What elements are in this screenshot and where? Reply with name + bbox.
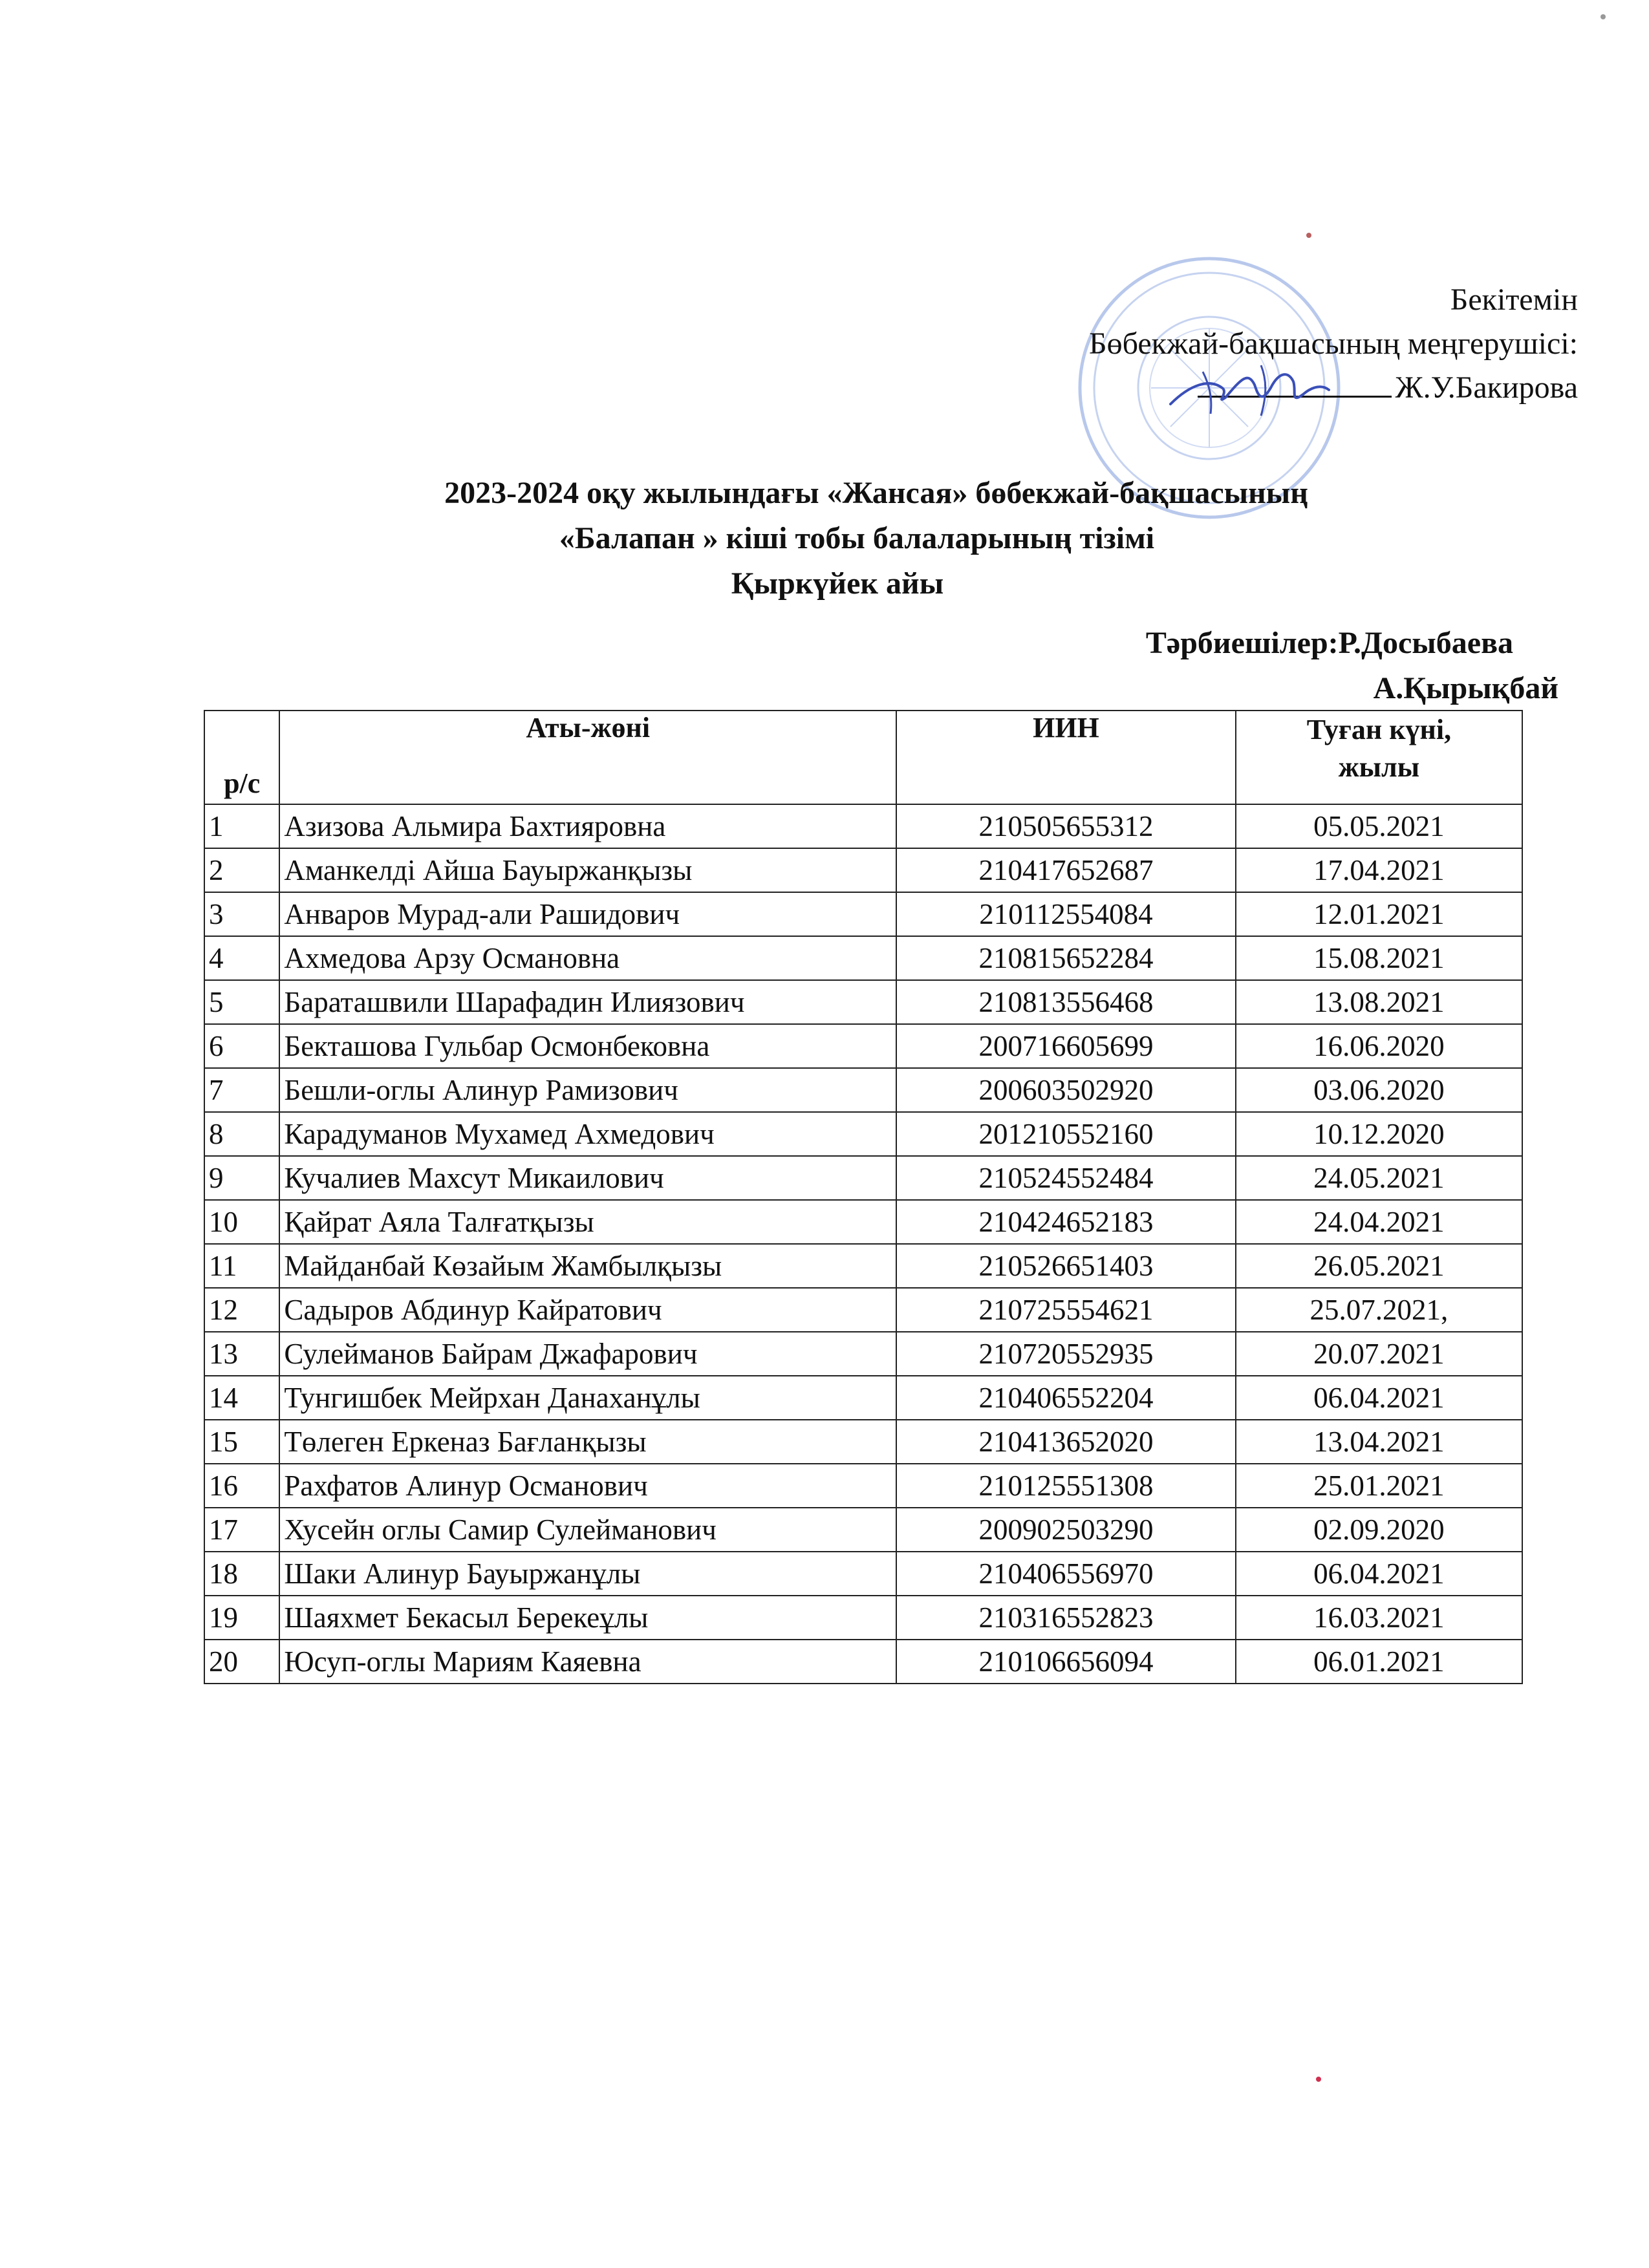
table-row <box>204 1024 1522 1068</box>
row-number: 5 <box>204 980 279 1024</box>
child-birthdate: 17.04.2021 <box>1236 848 1522 892</box>
child-birthdate: 13.08.2021 <box>1236 980 1522 1024</box>
row-number: 18 <box>204 1552 279 1596</box>
child-birthdate: 12.01.2021 <box>1236 892 1522 936</box>
column-header-birthdate <box>1236 711 1522 804</box>
child-name: Аманкелді Айша Бауыржанқызы <box>279 848 896 892</box>
child-iin: 210526651403 <box>896 1244 1236 1288</box>
child-birthdate: 16.03.2021 <box>1236 1596 1522 1640</box>
child-name: Сулейманов Байрам Джафарович <box>279 1332 896 1376</box>
child-name: Карадуманов Мухамед Ахмедович <box>279 1112 896 1156</box>
document-title-month: Қыркүйек айы <box>731 566 944 601</box>
child-name: Бекташова Гульбар Осмонбековна <box>279 1024 896 1068</box>
teachers-block <box>1145 621 1558 711</box>
table-row <box>204 1464 1522 1508</box>
child-iin: 200603502920 <box>896 1068 1236 1112</box>
column-header-number: р/с <box>204 711 279 804</box>
row-number: 3 <box>204 892 279 936</box>
child-birthdate: 24.05.2021 <box>1236 1156 1522 1200</box>
table-row <box>204 1508 1522 1552</box>
child-birthdate: 06.04.2021 <box>1236 1552 1522 1596</box>
child-name: Бешли-оглы Алинур Рамизович <box>279 1068 896 1112</box>
handwritten-signature-image <box>1164 359 1332 417</box>
child-name: Майданбай Көзайым Жамбылқызы <box>279 1244 896 1288</box>
row-number: 6 <box>204 1024 279 1068</box>
table-row <box>204 1332 1522 1376</box>
child-iin: 210720552935 <box>896 1332 1236 1376</box>
table-row <box>204 892 1522 936</box>
row-number: 16 <box>204 1464 279 1508</box>
child-iin: 210112554084 <box>896 892 1236 936</box>
row-number: 13 <box>204 1332 279 1376</box>
row-number: 2 <box>204 848 279 892</box>
child-name: Қайрат Аяла Талғатқызы <box>279 1200 896 1244</box>
child-name: Кучалиев Махсут Микаилович <box>279 1156 896 1200</box>
table-row <box>204 1288 1522 1332</box>
child-birthdate: 25.01.2021 <box>1236 1464 1522 1508</box>
row-number: 7 <box>204 1068 279 1112</box>
table-header-row <box>204 711 1522 804</box>
child-iin: 210813556468 <box>896 980 1236 1024</box>
approval-signature-line <box>1089 366 1578 410</box>
table-row <box>204 936 1522 980</box>
child-name: Шаки Алинур Бауыржанұлы <box>279 1552 896 1596</box>
table-row <box>204 1420 1522 1464</box>
child-name: Тунгишбек Мейрхан Данаханұлы <box>279 1376 896 1420</box>
column-header-iin: ИИН <box>896 711 1236 804</box>
approval-block <box>1089 278 1578 410</box>
row-number: 19 <box>204 1596 279 1640</box>
approval-signer: Ж.У.Бакирова <box>1395 370 1578 405</box>
row-number: 8 <box>204 1112 279 1156</box>
child-birthdate: 25.07.2021, <box>1236 1288 1522 1332</box>
row-number: 1 <box>204 804 279 848</box>
approval-position: Бөбекжай-бақшасының меңгерушісі: <box>1089 326 1578 361</box>
child-birthdate: 20.07.2021 <box>1236 1332 1522 1376</box>
table-row <box>204 1376 1522 1420</box>
child-iin: 201210552160 <box>896 1112 1236 1156</box>
child-name: Бараташвили Шарафадин Илиязович <box>279 980 896 1024</box>
child-birthdate: 15.08.2021 <box>1236 936 1522 980</box>
document-title-line-1: 2023-2024 оқу жылындағы «Жансая» бөбекжай-бақшасының <box>444 476 1308 510</box>
row-number: 4 <box>204 936 279 980</box>
child-iin: 210524552484 <box>896 1156 1236 1200</box>
child-name: Төлеген Еркеназ Бағланқызы <box>279 1420 896 1464</box>
child-iin: 210406552204 <box>896 1376 1236 1420</box>
table-row <box>204 980 1522 1024</box>
row-number: 14 <box>204 1376 279 1420</box>
child-birthdate: 06.01.2021 <box>1236 1640 1522 1684</box>
row-number: 20 <box>204 1640 279 1684</box>
table-row <box>204 848 1522 892</box>
document-title-line-2: «Балапан » кіші тобы балаларының тізімі <box>559 521 1155 555</box>
child-iin: 200902503290 <box>896 1508 1236 1552</box>
child-name: Шаяхмет Бекасыл Берекеұлы <box>279 1596 896 1640</box>
approval-heading: Бекітемін <box>1450 283 1578 317</box>
child-birthdate: 16.06.2020 <box>1236 1024 1522 1068</box>
child-iin: 210316552823 <box>896 1596 1236 1640</box>
table-row <box>204 804 1522 848</box>
scan-speck <box>1600 14 1606 19</box>
scan-speck <box>1306 233 1311 238</box>
child-iin: 210505655312 <box>896 804 1236 848</box>
table-row <box>204 1640 1522 1684</box>
child-birthdate: 02.09.2020 <box>1236 1508 1522 1552</box>
child-birthdate: 26.05.2021 <box>1236 1244 1522 1288</box>
row-number: 10 <box>204 1200 279 1244</box>
child-birthdate: 24.04.2021 <box>1236 1200 1522 1244</box>
table-row <box>204 1200 1522 1244</box>
child-name: Анваров Мурад-али Рашидович <box>279 892 896 936</box>
table-row <box>204 1068 1522 1112</box>
column-header-name: Аты-жөні <box>279 711 896 804</box>
table-row <box>204 1552 1522 1596</box>
row-number: 17 <box>204 1508 279 1552</box>
child-iin: 210106656094 <box>896 1640 1236 1684</box>
child-name: Ахмедова Арзу Османовна <box>279 936 896 980</box>
child-birthdate: 03.06.2020 <box>1236 1068 1522 1112</box>
birthdate-header-line-2: жылы <box>1338 751 1420 783</box>
birthdate-header-line-1: Туған күні, <box>1306 714 1452 745</box>
child-iin: 200716605699 <box>896 1024 1236 1068</box>
child-name: Азизова Альмира Бахтияровна <box>279 804 896 848</box>
child-name: Хусейн оглы Самир Сулейманович <box>279 1508 896 1552</box>
table-row <box>204 1596 1522 1640</box>
row-number: 12 <box>204 1288 279 1332</box>
child-name: Юсуп-оглы Мариям Каяевна <box>279 1640 896 1684</box>
child-iin: 210413652020 <box>896 1420 1236 1464</box>
row-number: 11 <box>204 1244 279 1288</box>
child-birthdate: 05.05.2021 <box>1236 804 1522 848</box>
teachers-line-2: А.Қырықбай <box>1373 671 1558 705</box>
teachers-line-1: Тәрбиешілер:Р.Досыбаева <box>1145 626 1513 660</box>
child-iin: 210125551308 <box>896 1464 1236 1508</box>
child-iin: 210417652687 <box>896 848 1236 892</box>
children-list-table <box>204 710 1523 1684</box>
child-iin: 210406556970 <box>896 1552 1236 1596</box>
child-birthdate: 10.12.2020 <box>1236 1112 1522 1156</box>
row-number: 9 <box>204 1156 279 1200</box>
child-name: Садыров Абдинур Кайратович <box>279 1288 896 1332</box>
scan-speck <box>1316 2077 1321 2082</box>
table-row <box>204 1112 1522 1156</box>
child-birthdate: 13.04.2021 <box>1236 1420 1522 1464</box>
child-birthdate: 06.04.2021 <box>1236 1376 1522 1420</box>
table-row <box>204 1156 1522 1200</box>
child-iin: 210815652284 <box>896 936 1236 980</box>
child-iin: 210725554621 <box>896 1288 1236 1332</box>
child-iin: 210424652183 <box>896 1200 1236 1244</box>
table-row <box>204 1244 1522 1288</box>
child-name: Рахфатов Алинур Османович <box>279 1464 896 1508</box>
row-number: 15 <box>204 1420 279 1464</box>
